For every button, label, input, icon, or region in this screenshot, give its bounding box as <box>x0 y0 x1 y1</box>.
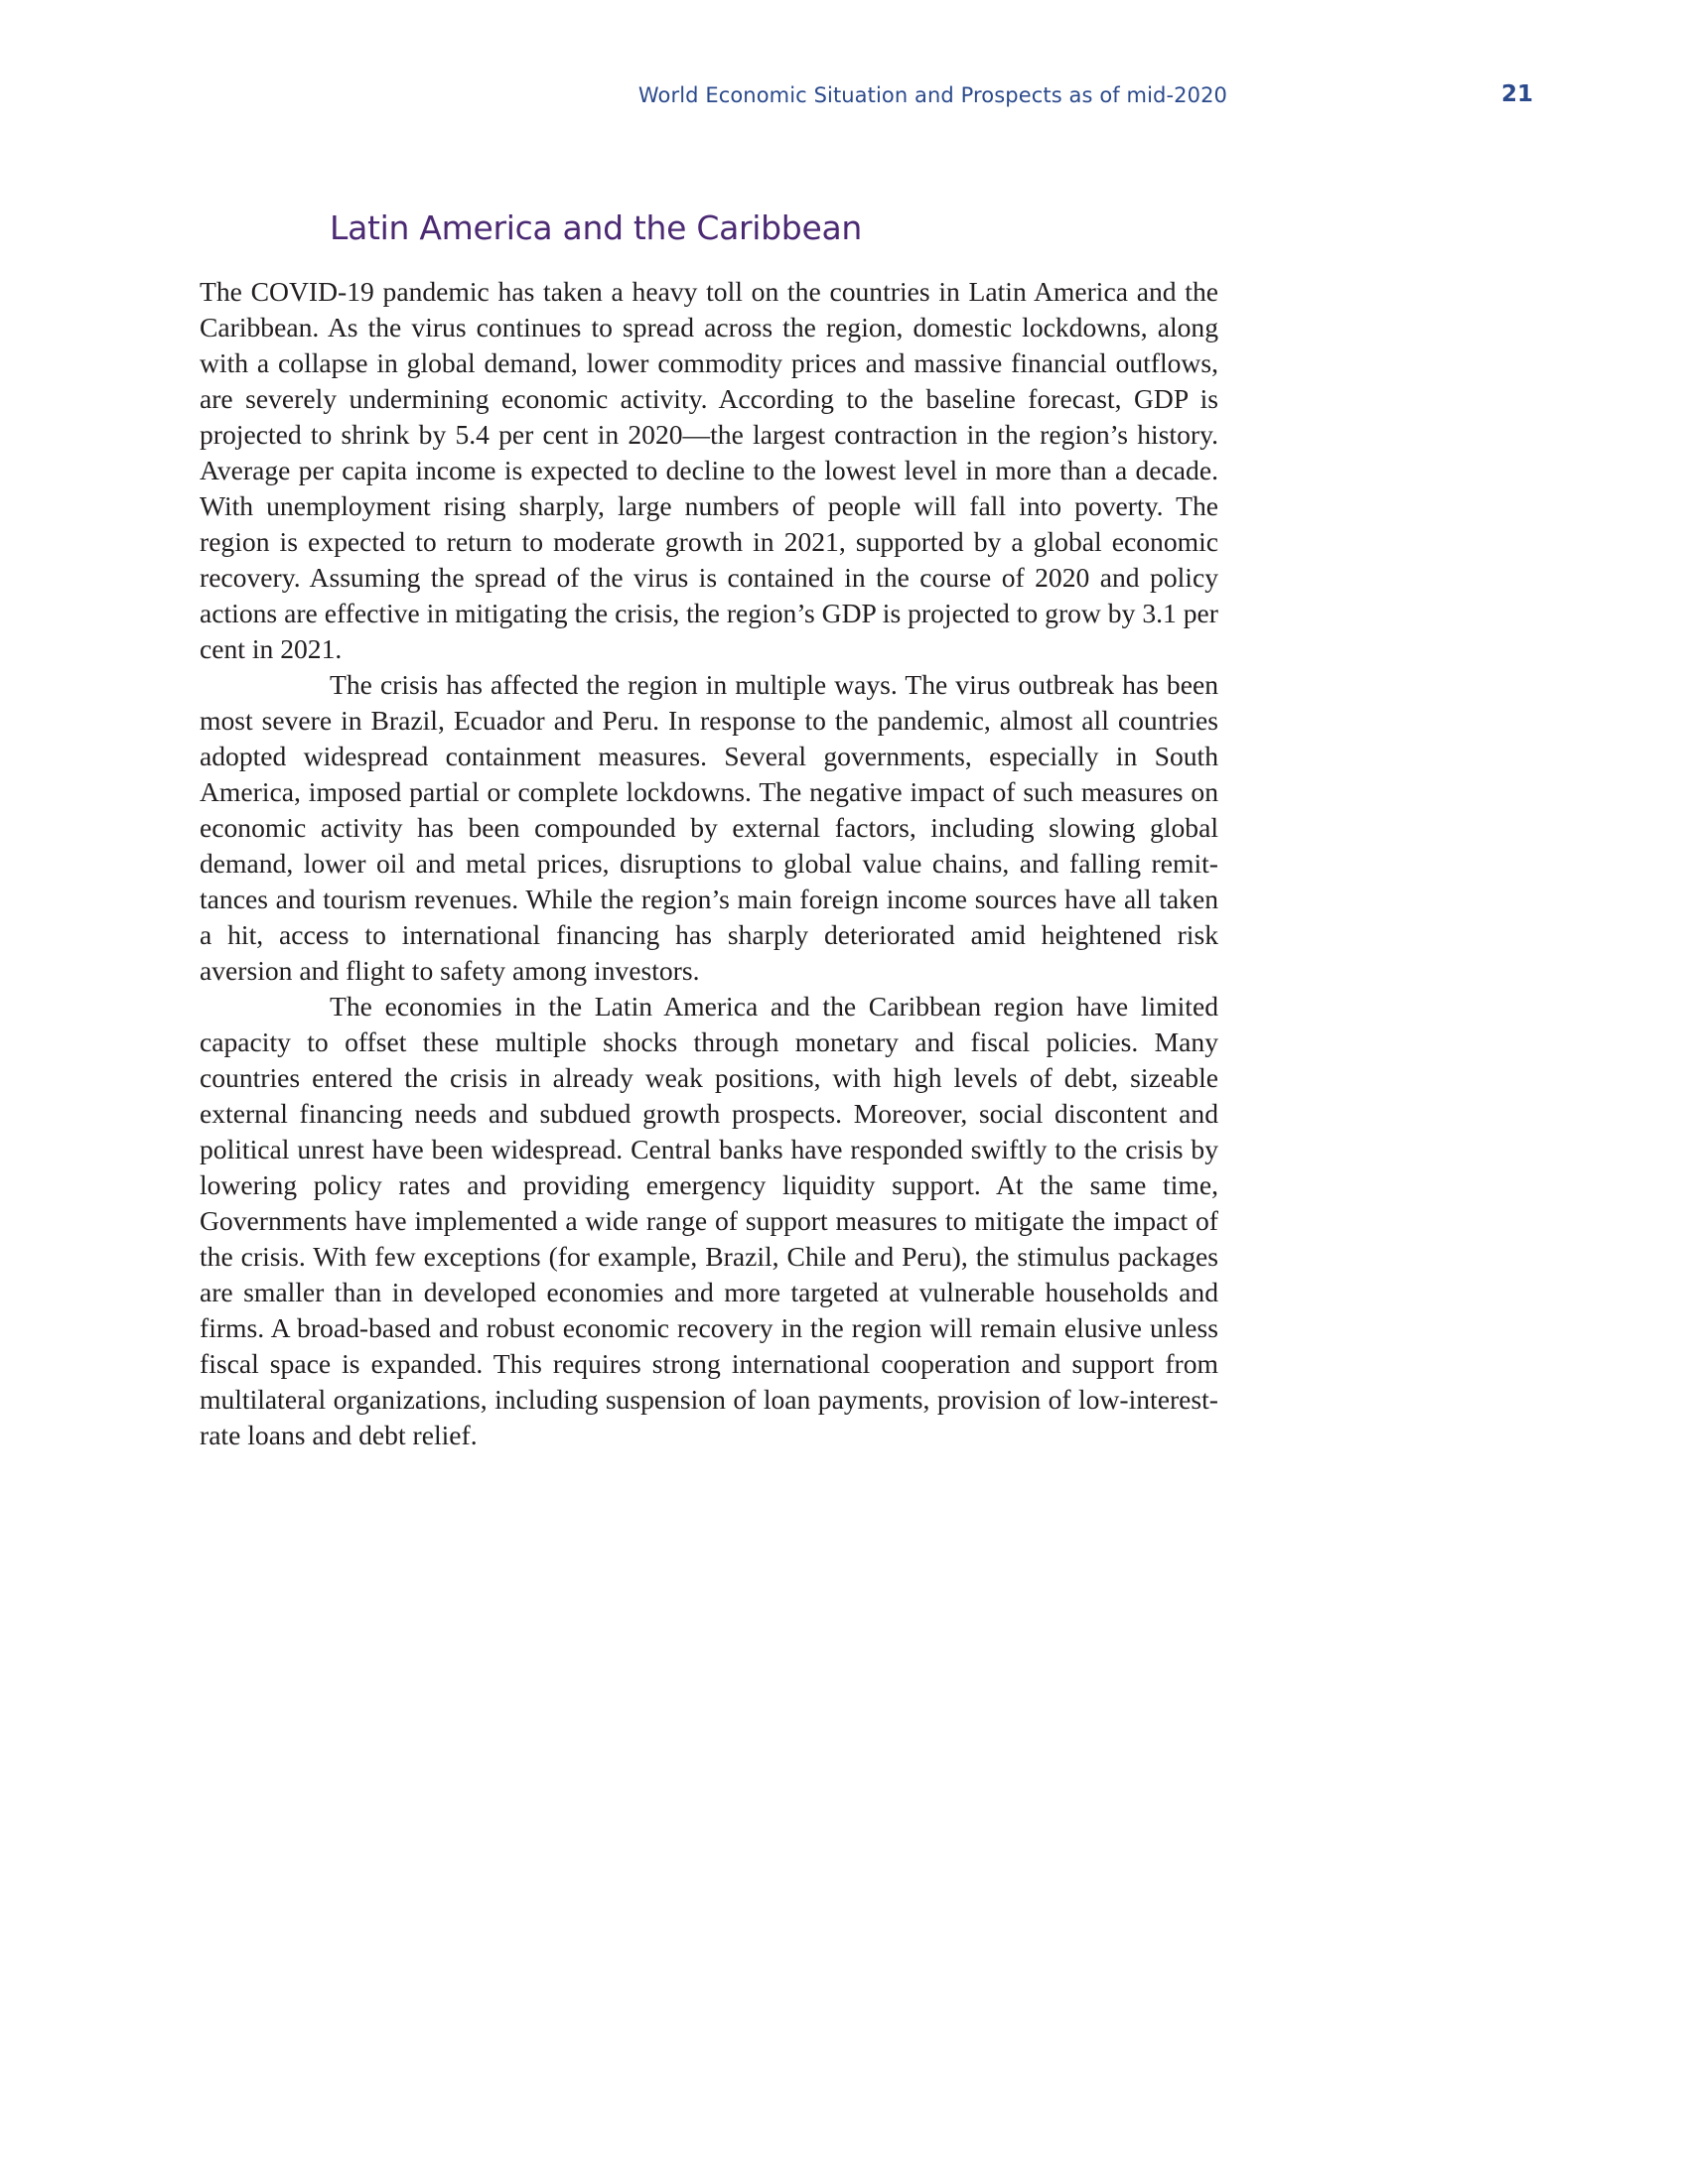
running-header: World Economic Situation and Prospects as of mid-2020 <box>637 83 1227 107</box>
paragraph-1: The COVID-19 pandemic has taken a heavy toll on the countries in Latin America and the Caribbean. As the virus continues to spread across the region, domestic lockdowns, along with a collapse in global demand, lower commodity prices and massive financial outflows, are severely undermining economic activity. According to the baseline forecast, GDP is projected to shrink by 5.4 per cent in 2020—the largest contraction in the region’s history. Average per capita income is expected to decline to the lowest level in more than a decade. With unemployment rising sharply, large numbers of people will fall into poverty. The region is expected to return to moderate growth in 2021, supported by a global economic recovery. Assuming the spread of the virus is contained in the course of 2020 and policy actions are effective in mitigating the crisis, the region’s GDP is projected to grow by 3.1 per cent in 2021. <box>200 276 1218 664</box>
paragraph-2: The crisis has affected the region in multiple ways. The virus outbreak has been most severe in Brazil, Ecuador and Peru. In response to the pandemic, almost all countries adopted widespread containment measures. Several governments, especially in South America, imposed partial or complete lockdowns. The negative impact of such measures on economic activity has been compounded by external factors, including slowing global demand, lower oil and metal prices, disruptions to global value chains, and falling remittances and tourism revenues. While the region’s main foreign income sources have all taken a hit, access to international financing has sharply deteriorated amid heightened risk aversion and flight to safety among investors. <box>200 669 1218 986</box>
page-number: 21 <box>1500 81 1533 107</box>
paragraph-3: The economies in the Latin America and the Caribbean region have limited capacity to offset these multiple shocks through monetary and fiscal policies. Many countries entered the crisis in already weak positions, with high levels of debt, sizeable external financing needs and subdued growth prospects. Moreover, social discontent and political unrest have been widespread. Central banks have responded swiftly to the crisis by lowering policy rates and providing emergency liquidity support. At the same time, Governments have implemented a wide range of support measures to mitigate the impact of the crisis. With few exceptions (for example, Brazil, Chile and Peru), the stimulus packages are smaller than in developed economies and more targeted at vulnerable households and firms. A broad-based and robust economic recovery in the region will remain elusive unless fiscal space is expanded. This requires strong international cooperation and support from multilateral organizations, including suspension of loan payments, provision of low-interest-rate loans and debt relief. <box>200 991 1218 1450</box>
section-body <box>200 274 1218 1453</box>
section-title: Latin America and the Caribbean <box>330 208 862 247</box>
